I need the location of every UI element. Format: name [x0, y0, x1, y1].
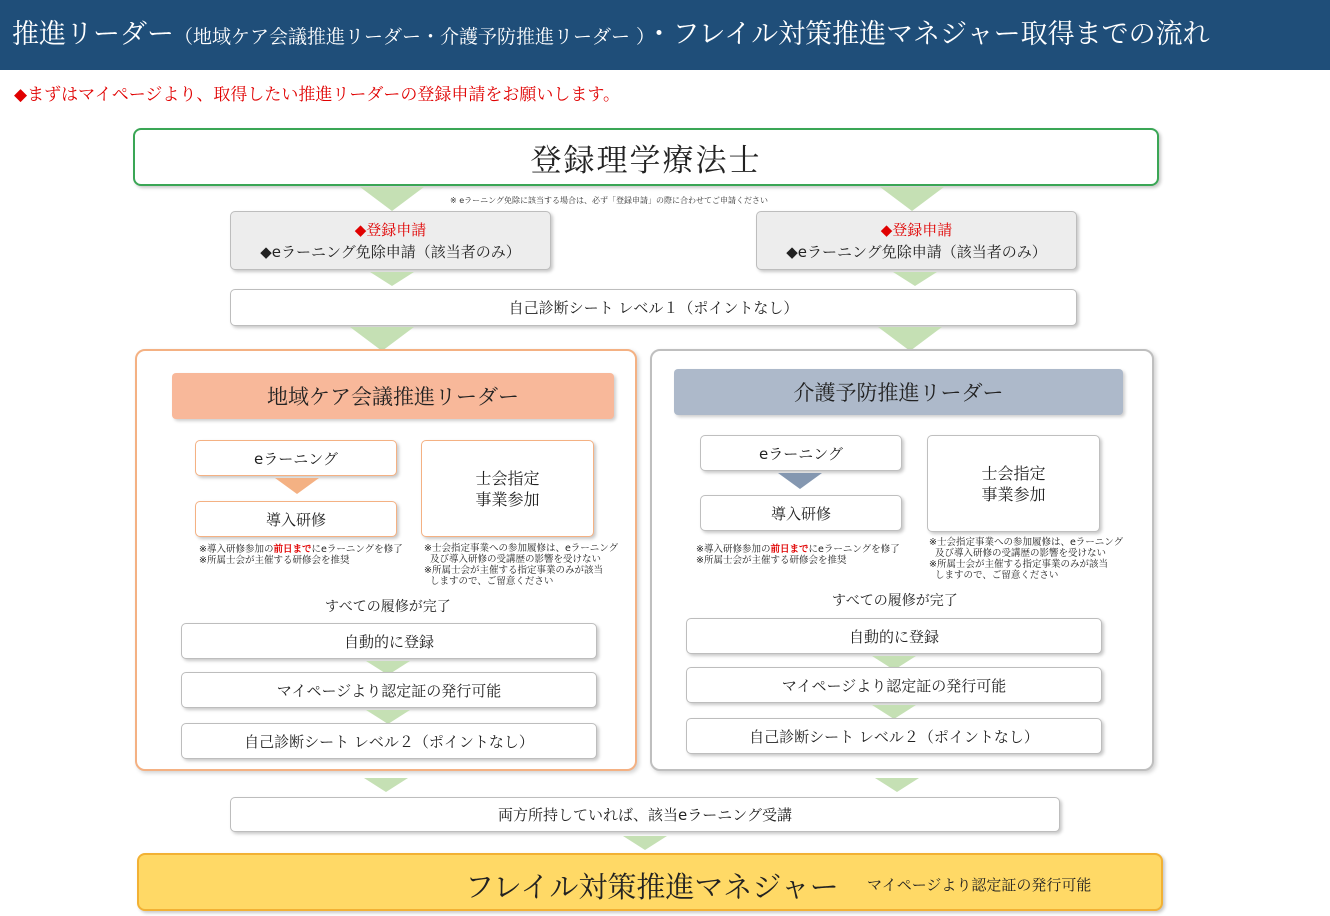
- self-check-level2-box: 自己診断シート レベル２（ポイントなし）: [686, 718, 1102, 754]
- arrow-down-blue: [778, 473, 822, 489]
- note-red: 前日まで: [770, 544, 809, 555]
- arrow-down-left-6: [364, 778, 408, 792]
- elearning-box: eラーニング: [700, 435, 902, 471]
- arrow-down-orange: [275, 478, 319, 494]
- auto-register-box: 自動的に登録: [686, 618, 1102, 654]
- arrow-down-left-1: [360, 187, 424, 211]
- frailty-manager-sub: マイページより認定証の発行可能: [867, 876, 1092, 894]
- notice-text: ◆まずはマイページより、取得したい推進リーダーの登録申請をお願いします。: [14, 85, 621, 105]
- designated-project-box: [927, 435, 1100, 532]
- intro-training-box: 導入研修: [700, 495, 902, 531]
- elearning-exempt-label: ◆eラーニング免除申請（該当者のみ）: [786, 242, 1047, 261]
- note-red: 前日まで: [273, 544, 312, 555]
- all-complete-label: すべての履修が完了: [325, 599, 451, 615]
- care-prevention-leader-title: 介護予防推進リーダー: [674, 369, 1123, 415]
- intro-training-box: 導入研修: [195, 501, 397, 537]
- page-title: [12, 12, 1210, 51]
- designated-line2: 事業参加: [475, 489, 540, 509]
- note-b: にeラーニングを修了: [808, 544, 900, 555]
- note-b: にeラーニングを修了: [311, 544, 403, 555]
- certificate-box: マイページより認定証の発行可能: [181, 672, 597, 708]
- designated-line1: 士会指定: [475, 468, 540, 488]
- designated-note: ※士会指定事業への参加履修は、eラーニング 及び導入研修の受講歴の影響を受けない ※所属士会が主催する指定事業のみが該当 しますので、ご留意ください: [929, 537, 1124, 581]
- all-complete-label: すべての履修が完了: [832, 593, 958, 609]
- arrow-down-left-2: [370, 272, 414, 286]
- registration-box-left: [230, 211, 551, 270]
- arrow-down-left-3: [350, 327, 414, 351]
- note-a: ※導入研修参加の: [199, 544, 274, 555]
- certificate-box: マイページより認定証の発行可能: [686, 667, 1102, 703]
- designated-project-box: [421, 440, 594, 537]
- note-2: ※所属士会が主催する研修会を推奨: [696, 555, 847, 566]
- registered-pt-box: 登録理学療法士: [133, 128, 1159, 186]
- registration-label: ◆登録申請: [354, 220, 427, 239]
- community-care-leader-title: 地域ケア会議推進リーダー: [172, 373, 614, 419]
- arrow-down-final: [623, 836, 667, 850]
- training-note: [199, 544, 403, 566]
- registration-box-right: [756, 211, 1077, 270]
- designated-line2: 事業参加: [981, 484, 1046, 504]
- training-note: [696, 544, 900, 566]
- elearning-exempt-note: ※ eラーニング免除に該当する場合は、必ず「登録申請」の際に合わせてご申請ください: [450, 196, 769, 205]
- arrow-down-right-1: [880, 187, 944, 211]
- note-2: ※所属士会が主催する研修会を推奨: [199, 555, 350, 566]
- arrow-down-right-5: [872, 705, 916, 719]
- arrow-down-right-2: [893, 272, 937, 286]
- self-check-level1-box: 自己診断シート レベル１（ポイントなし）: [230, 289, 1077, 326]
- self-check-level2-box: 自己診断シート レベル２（ポイントなし）: [181, 723, 597, 759]
- designated-line1: 士会指定: [981, 463, 1046, 483]
- frailty-manager-title: フレイル対策推進マネジャー: [465, 870, 839, 904]
- both-held-box: 両方所持していれば、該当eラーニング受講: [230, 797, 1060, 832]
- elearning-box: eラーニング: [195, 440, 397, 476]
- arrow-down-right-6: [875, 778, 919, 792]
- auto-register-box: 自動的に登録: [181, 623, 597, 659]
- elearning-exempt-label: ◆eラーニング免除申請（該当者のみ）: [260, 242, 521, 261]
- title-main: 推進リーダー: [12, 19, 174, 50]
- note-a: ※導入研修参加の: [696, 544, 771, 555]
- header-bar: [0, 0, 1330, 70]
- frailty-manager-box: [137, 853, 1163, 911]
- title-sub: （地域ケア会議推進リーダー・介護予防推進リーダー ）: [174, 26, 646, 48]
- arrow-down-right-3: [878, 327, 942, 351]
- arrow-down-left-5: [366, 710, 410, 724]
- registration-label: ◆登録申請: [880, 220, 953, 239]
- designated-note: ※士会指定事業への参加履修は、eラーニング 及び導入研修の受講歴の影響を受けない ※所属士会が主催する指定事業のみが該当 しますので、ご留意ください: [424, 543, 619, 587]
- title-rest: ・フレイル対策推進マネジャー取得までの流れ: [645, 19, 1210, 50]
